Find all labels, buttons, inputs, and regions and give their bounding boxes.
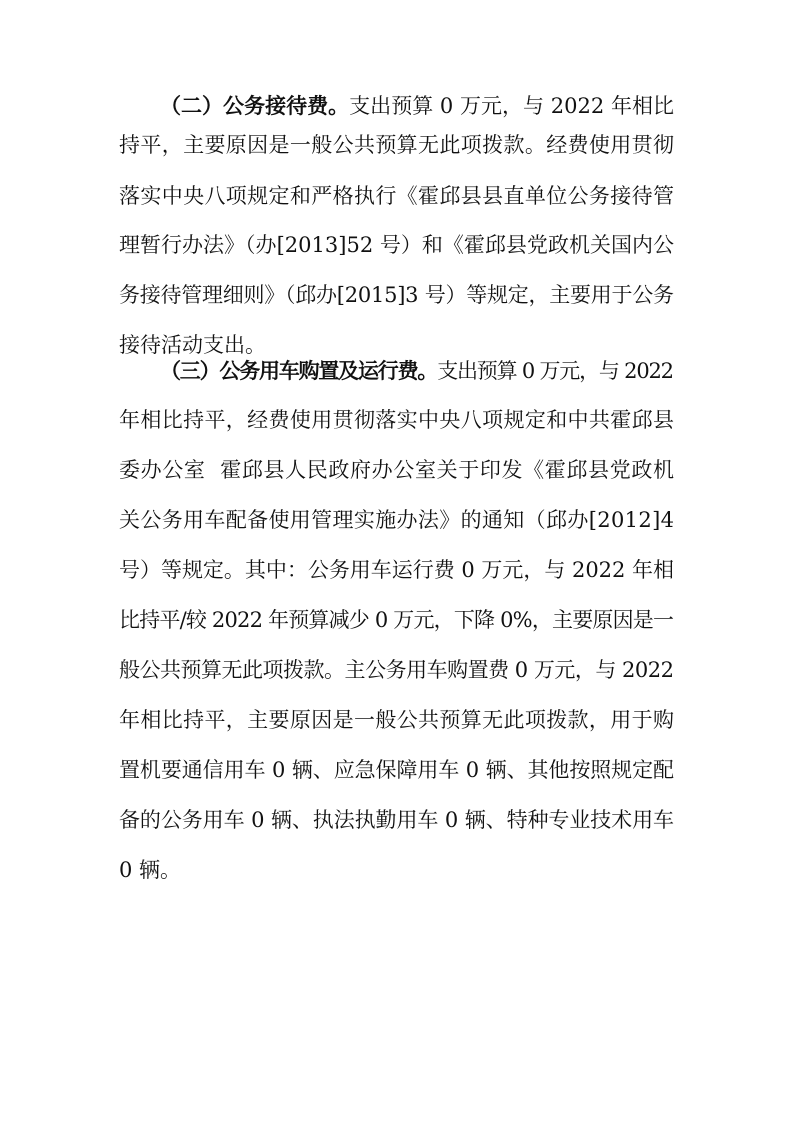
text-run: 支出预算 0 万元，与 2022	[437, 359, 673, 383]
text-run: 备的公务用车 0 辆、执法执勤用车 0 辆、特种专业技术用车	[119, 808, 674, 832]
text-line	[0, 750, 793, 790]
text-run: 比持平/较 2022 年预算减少 0 万元，下降 0%，主要原因是一	[119, 608, 674, 632]
text-run: 接待活动支出。	[119, 333, 266, 357]
text-line	[0, 500, 793, 540]
text-line	[0, 850, 793, 890]
text-run: 年相比持平，经费使用贯彻落实中央八项规定和中共霍邱县	[119, 408, 675, 432]
text-line	[0, 450, 793, 490]
text-line	[0, 351, 793, 391]
text-line	[0, 86, 793, 126]
text-run: 年相比持平，主要原因是一般公共预算无此项拨款，用于购	[119, 708, 675, 732]
text-line	[0, 275, 793, 315]
text-line	[0, 176, 793, 216]
text-run: 持平，主要原因是一般公共预算无此项拨款。经费使用贯彻	[119, 133, 675, 157]
section-heading: （二）公务接待费。	[160, 93, 350, 118]
text-run: 号）等规定。其中：公务用车运行费 0 万元，与 2022 年相	[119, 558, 674, 582]
text-line	[0, 800, 793, 840]
text-run: 关公务用车配备使用管理实施办法》的通知（邱办[2012]4	[119, 508, 675, 532]
text-line	[0, 700, 793, 740]
text-run: 置机要通信用车 0 辆、应急保障用车 0 辆、其他按照规定配	[119, 758, 674, 782]
text-run: 支出预算 0 万元，与 2022 年相比	[349, 94, 675, 118]
text-run: 落实中央八项规定和严格执行《霍邱县县直单位公务接待管	[119, 184, 675, 208]
text-run: 理暂行办法》（办[2013]52 号）和《霍邱县党政机关国内公	[119, 233, 674, 257]
text-run: 0 辆。	[119, 858, 182, 882]
text-line	[0, 650, 793, 690]
text-line	[0, 550, 793, 590]
section-heading: （三）公务用车购置及运行费。	[160, 358, 438, 383]
text-line	[0, 125, 793, 165]
text-run: 般公共预算无此项拨款。主公务用车购置费 0 万元，与 2022	[119, 658, 674, 682]
text-line	[0, 400, 793, 440]
text-line	[0, 600, 793, 640]
text-line	[0, 225, 793, 265]
text-run: 务接待管理细则》（邱办[2015]3 号）等规定，主要用于公务	[119, 283, 674, 307]
text-run: 委办公室 霍邱县人民政府办公室关于印发《霍邱县党政机	[119, 458, 675, 482]
